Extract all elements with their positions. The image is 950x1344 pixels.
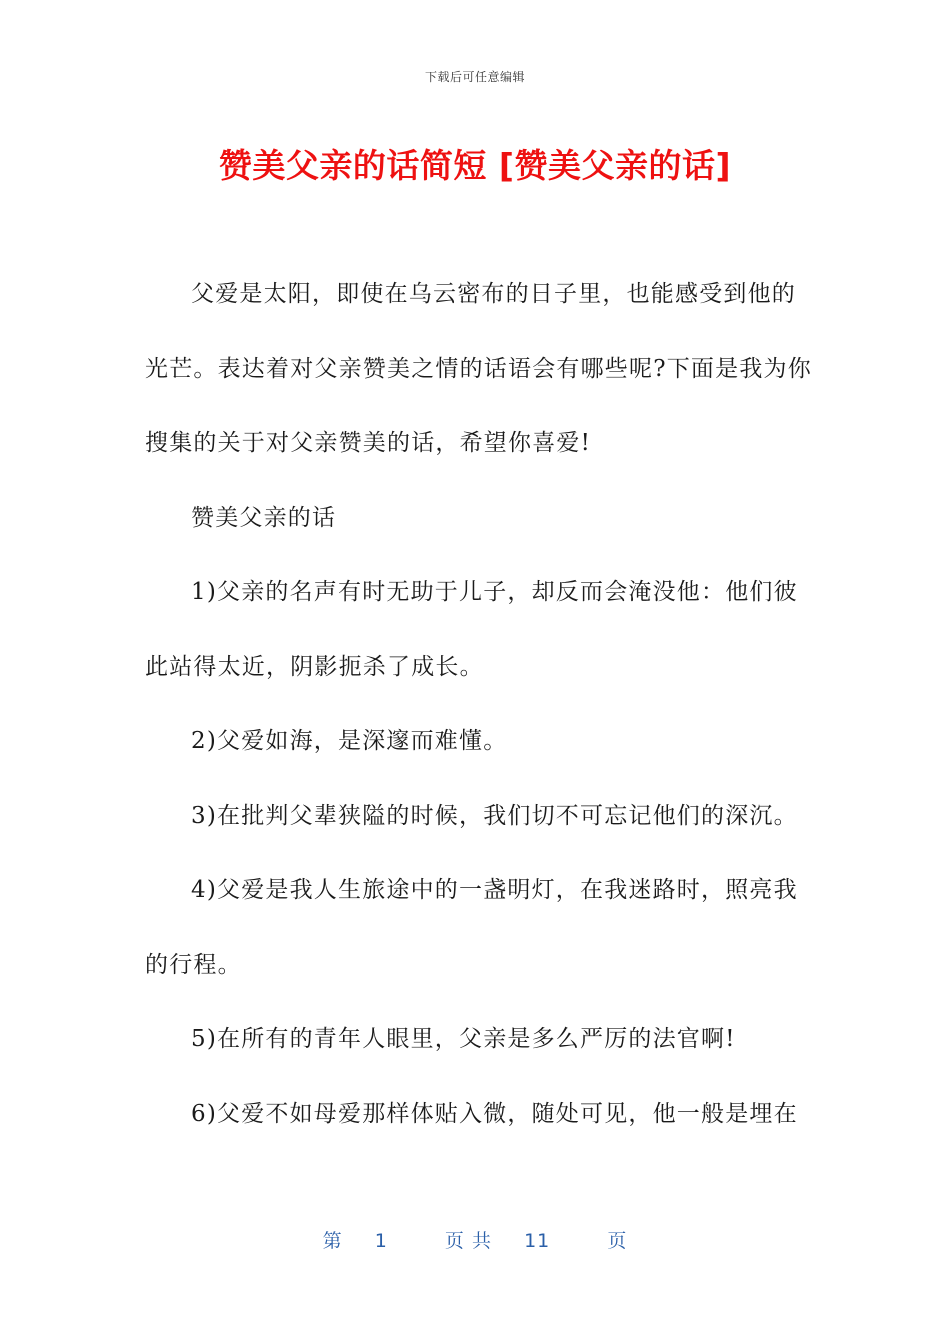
- paragraph-line: 父爱是太阳，即使在乌云密布的日子里，也能感受到他的: [191, 281, 796, 307]
- quote-line: 3)在批判父辈狭隘的时候，我们切不可忘记他们的深沉。: [191, 802, 798, 829]
- quote-line: 的行程。: [145, 951, 242, 978]
- document-body: [145, 270, 812, 1164]
- paragraph-line: 搜集的关于对父亲赞美的话，希望你喜爱!: [145, 430, 592, 456]
- footer-page-number: 1: [374, 1230, 388, 1252]
- quote-line: 4)父爱是我人生旅途中的一盏明灯，在我迷路时，照亮我: [191, 877, 798, 903]
- footer-suffix: 页: [607, 1230, 628, 1252]
- page-footer: [0, 1226, 950, 1253]
- header-note: 下载后可任意编辑: [424, 70, 525, 84]
- footer-prefix: 第: [322, 1230, 343, 1252]
- quote-line: 1)父亲的名声有时无助于儿子，却反而会淹没他：他们彼: [191, 579, 798, 605]
- paragraph-line: 光芒。表达着对父亲赞美之情的话语会有哪些呢?下面是我为你: [145, 355, 812, 382]
- footer-middle: 页 共: [444, 1230, 492, 1252]
- section-heading: 赞美父亲的话: [191, 504, 337, 531]
- quote-line: 2)父爱如海，是深邃而难懂。: [191, 728, 508, 754]
- quote-line: 此站得太近，阴影扼杀了成长。: [145, 653, 484, 680]
- quote-line: 6)父爱不如母爱那样体贴入微，随处可见，他一般是埋在: [191, 1100, 798, 1127]
- footer-total-pages: 11: [524, 1230, 551, 1252]
- document-title: 赞美父亲的话简短 [赞美父亲的话]: [218, 146, 732, 185]
- quote-line: 5)在所有的青年人眼里，父亲是多么严厉的法官啊!: [191, 1026, 736, 1052]
